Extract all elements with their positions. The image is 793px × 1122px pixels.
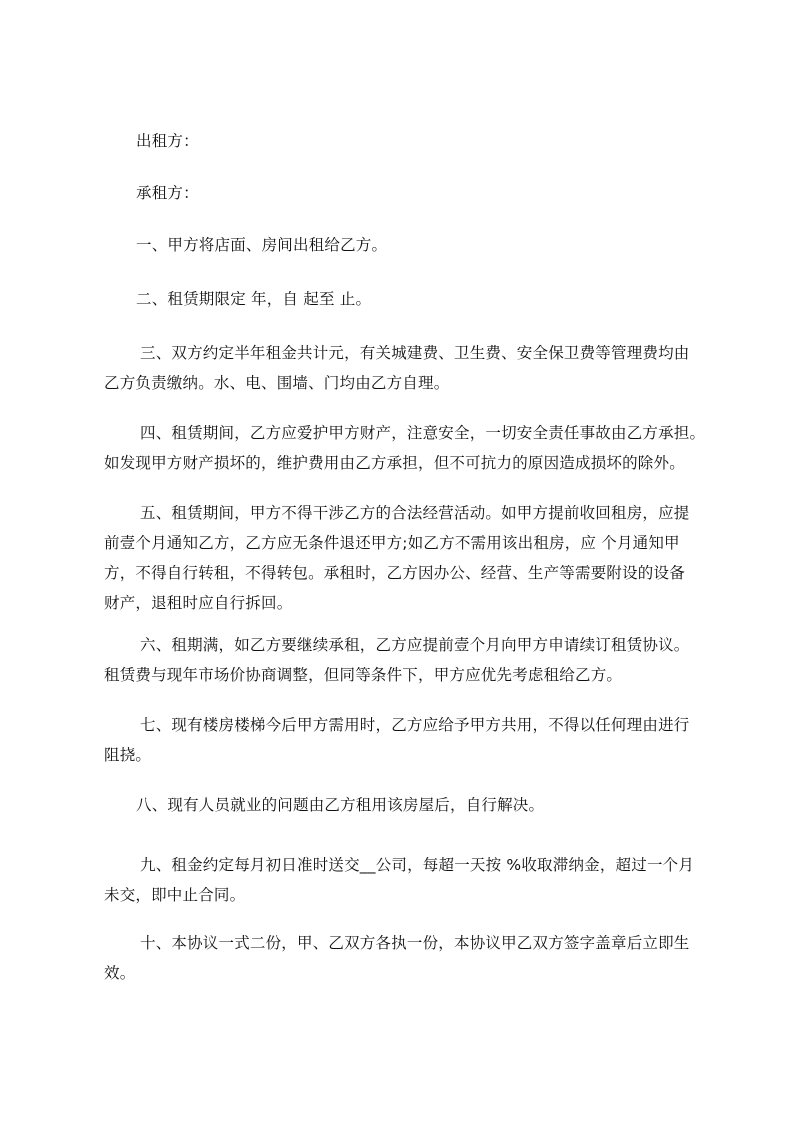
- clause-line: 八、现有人员就业的问题由乙方租用该房屋后，自行解决。: [136, 796, 545, 814]
- clause-line: 三、双方约定半年租金共计元，有关城建费、卫生费、安全保卫费等管理费均由: [140, 344, 690, 362]
- clause-line: 四、租赁期间，乙方应爱护甲方财产，注意安全，一切安全责任事故由乙方承担。: [140, 424, 706, 442]
- clause-line: 前壹个月通知乙方，乙方应无条件退还甲方;如乙方不需用该出租房，应 个月通知甲: [104, 534, 680, 552]
- clause-1: [104, 230, 704, 260]
- clause-5: [104, 498, 704, 618]
- clause-line: 效。: [104, 964, 136, 982]
- clause-line: 财产，退租时应自行拆回。: [104, 594, 293, 612]
- clause-line: 方，不得自行转租，不得转包。承租时，乙方因办公、经营、生产等需要附设的设备: [104, 564, 685, 582]
- clause-line: 六、租期满，如乙方要继续承租，乙方应提前壹个月向甲方申请续订租赁协议。: [140, 636, 690, 654]
- clause-line: 租赁费与现年市场价协商调整，但同等条件下，甲方应优先考虑租给乙方。: [104, 666, 623, 684]
- clause-7: [104, 710, 704, 770]
- clause-line: 未交，即中止合同。: [104, 886, 246, 904]
- lessee-label: [104, 178, 704, 208]
- clause-line: 二、租赁期限定 年，自 起至 止。: [136, 290, 372, 308]
- clause-9: [104, 850, 704, 910]
- clause-4: [104, 418, 704, 478]
- clause-line: 十、本协议一式二份，甲、乙双方各执一份，本协议甲乙双方签字盖章后立即生: [140, 934, 690, 952]
- clause-line: 如发现甲方财产损坏的，维护费用由乙方承担，但不可抗力的原因造成损坏的除外。: [104, 454, 685, 472]
- clause-line: 五、租赁期间，甲方不得干涉乙方的合法经营活动。如甲方提前收回租房，应提: [140, 504, 690, 522]
- clause-2: [104, 284, 704, 314]
- lessor-text: 出租方：: [136, 132, 199, 150]
- clause-line: 阻挠。: [104, 746, 152, 764]
- clause-line: 一、甲方将店面、房间出租给乙方。: [136, 236, 388, 254]
- lessor-label: [104, 126, 704, 156]
- clause-8: [104, 790, 704, 820]
- lessee-text: 承租方：: [136, 184, 199, 202]
- clause-line: 乙方负责缴纳。水、电、围墙、门均由乙方自理。: [104, 374, 450, 392]
- clause-line: 七、现有楼房楼梯今后甲方需用时，乙方应给予甲方共用，不得以任何理由进行: [140, 716, 690, 734]
- clause-10: [104, 928, 704, 988]
- clause-3: [104, 338, 704, 398]
- clause-line: 九、租金约定每月初日准时送交__公司，每超一天按 %收取滞纳金，超过一个月: [140, 856, 695, 874]
- clause-6: [104, 630, 704, 690]
